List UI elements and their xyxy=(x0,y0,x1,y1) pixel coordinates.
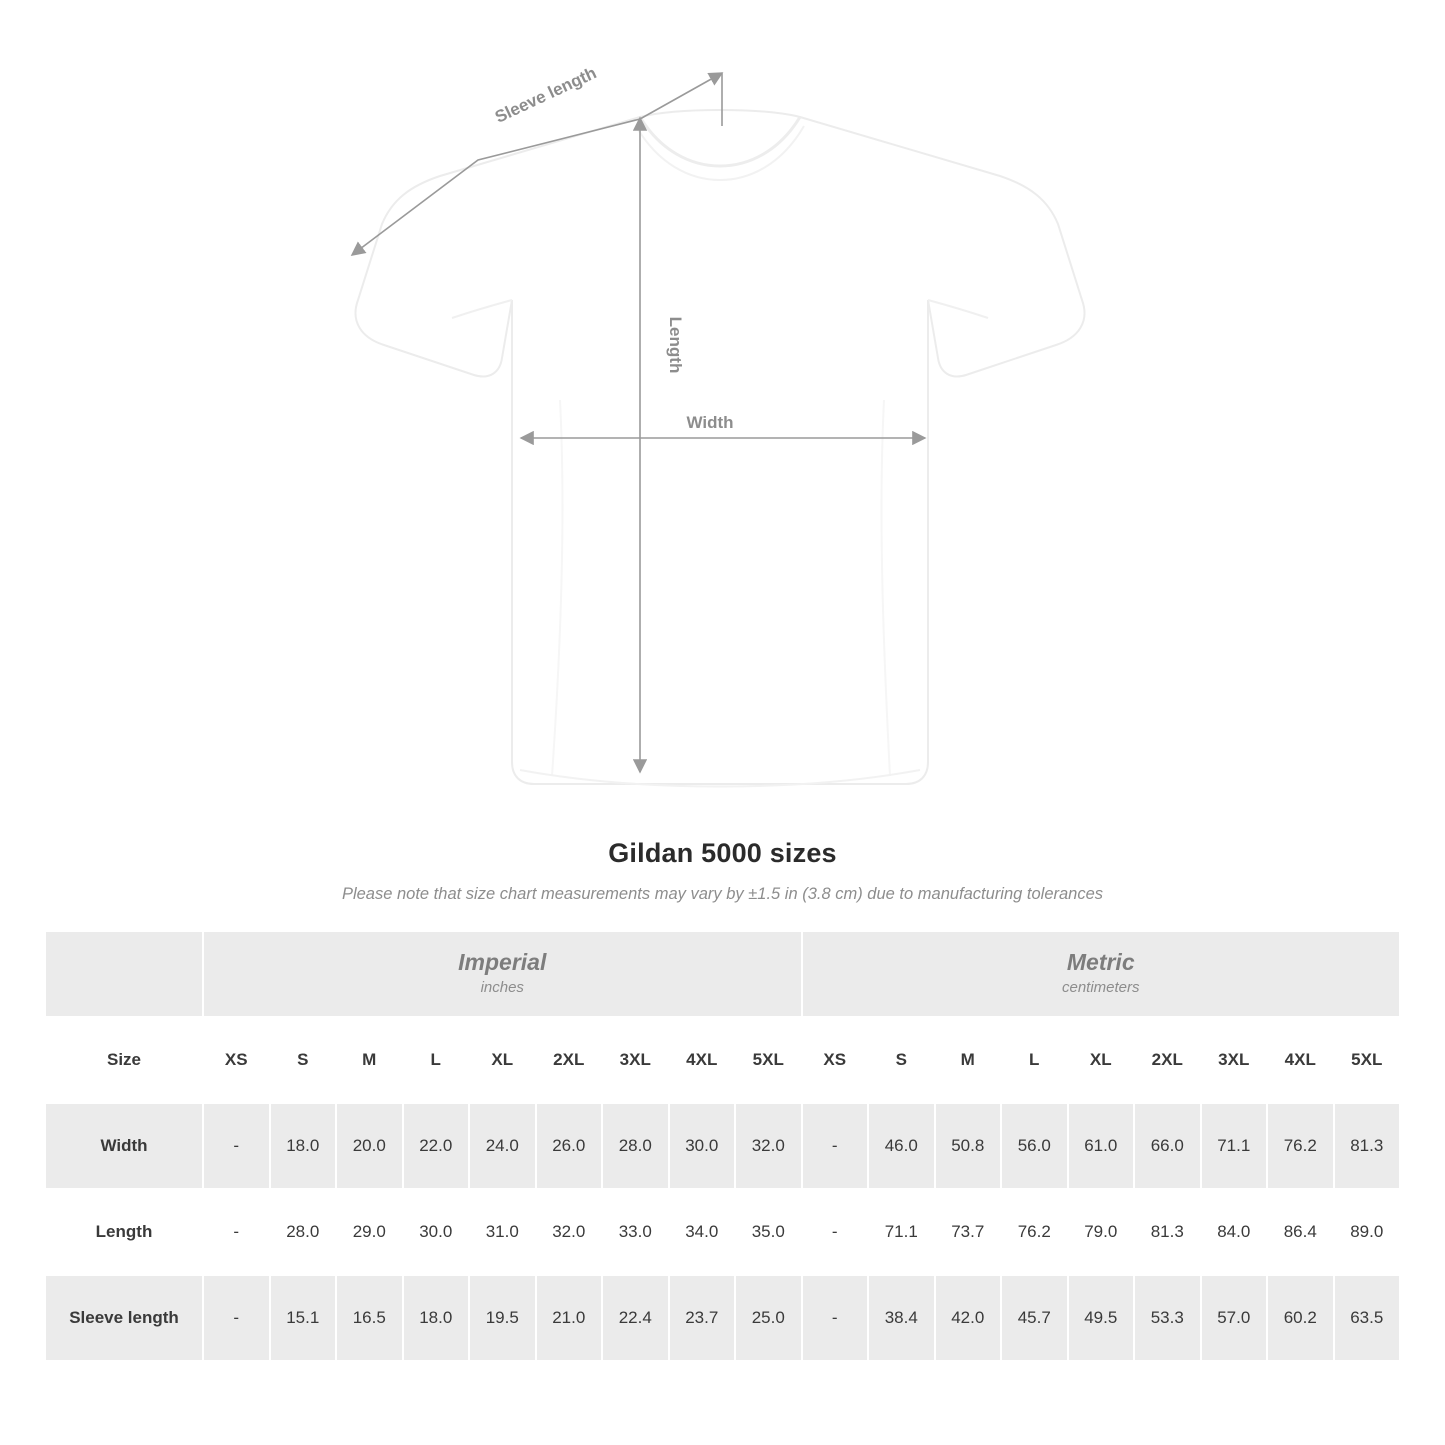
cell-width-metric-3xl: 71.1 xyxy=(1201,1103,1268,1189)
size-col-metric-5xl: 5XL xyxy=(1334,1017,1401,1103)
cell-width-metric-m: 50.8 xyxy=(935,1103,1002,1189)
cell-sleeve-metric-2xl: 53.3 xyxy=(1134,1275,1201,1361)
cell-length-metric-m: 73.7 xyxy=(935,1189,1002,1275)
cell-length-imperial-s: 28.0 xyxy=(270,1189,337,1275)
size-header-label: Size xyxy=(45,1017,203,1103)
size-col-metric-xs: XS xyxy=(802,1017,869,1103)
cell-width-metric-l: 56.0 xyxy=(1001,1103,1068,1189)
chart-note: Please note that size chart measurements may vary by ±1.5 in (3.8 cm) due to manufacturing tolerances xyxy=(341,885,1104,903)
cell-sleeve-imperial-3xl: 22.4 xyxy=(602,1275,669,1361)
cell-length-imperial-2xl: 32.0 xyxy=(536,1189,603,1275)
size-col-metric-4xl: 4XL xyxy=(1267,1017,1334,1103)
cell-width-metric-2xl: 66.0 xyxy=(1134,1103,1201,1189)
cell-sleeve-metric-xl: 49.5 xyxy=(1068,1275,1135,1361)
sleeve-length-label: Sleeve length xyxy=(491,63,600,127)
cell-length-imperial-5xl: 35.0 xyxy=(735,1189,802,1275)
unit-name-imperial: Imperial xyxy=(458,948,547,975)
cell-width-imperial-s: 18.0 xyxy=(270,1103,337,1189)
cell-length-metric-xs: - xyxy=(802,1189,869,1275)
cell-sleeve-imperial-xs: - xyxy=(203,1275,270,1361)
cell-width-metric-5xl: 81.3 xyxy=(1334,1103,1401,1189)
unit-header-metric xyxy=(802,931,1401,1017)
size-table xyxy=(44,930,1401,1362)
unit-name-metric: Metric xyxy=(1066,948,1135,975)
size-table-wrapper xyxy=(0,930,1445,1362)
cell-length-metric-4xl: 86.4 xyxy=(1267,1189,1334,1275)
cell-sleeve-metric-xs: - xyxy=(802,1275,869,1361)
cell-sleeve-metric-l: 45.7 xyxy=(1001,1275,1068,1361)
cell-width-metric-s: 46.0 xyxy=(868,1103,935,1189)
size-col-imperial-2xl: 2XL xyxy=(536,1017,603,1103)
size-col-imperial-3xl: 3XL xyxy=(602,1017,669,1103)
cell-sleeve-imperial-s: 15.1 xyxy=(270,1275,337,1361)
row-label-length: Length xyxy=(45,1189,203,1275)
cell-sleeve-imperial-4xl: 23.7 xyxy=(669,1275,736,1361)
row-label-width: Width xyxy=(45,1103,203,1189)
cell-width-imperial-m: 20.0 xyxy=(336,1103,403,1189)
cell-width-imperial-xl: 24.0 xyxy=(469,1103,536,1189)
size-col-metric-m: M xyxy=(935,1017,1002,1103)
size-col-metric-3xl: 3XL xyxy=(1201,1017,1268,1103)
cell-length-imperial-l: 30.0 xyxy=(403,1189,470,1275)
size-col-imperial-5xl: 5XL xyxy=(735,1017,802,1103)
cell-sleeve-imperial-m: 16.5 xyxy=(336,1275,403,1361)
cell-sleeve-imperial-l: 18.0 xyxy=(403,1275,470,1361)
table-row xyxy=(45,1103,1400,1189)
cell-length-metric-3xl: 84.0 xyxy=(1201,1189,1268,1275)
unit-header-spacer xyxy=(45,931,203,1017)
cell-length-imperial-m: 29.0 xyxy=(336,1189,403,1275)
size-col-metric-2xl: 2XL xyxy=(1134,1017,1201,1103)
cell-sleeve-metric-4xl: 60.2 xyxy=(1267,1275,1334,1361)
size-col-metric-l: L xyxy=(1001,1017,1068,1103)
chart-title: Gildan 5000 sizes xyxy=(608,838,837,868)
table-row xyxy=(45,1189,1400,1275)
size-col-imperial-l: L xyxy=(403,1017,470,1103)
cell-width-imperial-l: 22.0 xyxy=(403,1103,470,1189)
cell-width-imperial-2xl: 26.0 xyxy=(536,1103,603,1189)
unit-sub-metric: centimeters xyxy=(1061,979,1140,997)
title-block xyxy=(0,838,1445,904)
size-col-imperial-xs: XS xyxy=(203,1017,270,1103)
cell-sleeve-imperial-2xl: 21.0 xyxy=(536,1275,603,1361)
cell-sleeve-metric-s: 38.4 xyxy=(868,1275,935,1361)
length-label: Length xyxy=(666,316,685,374)
size-col-imperial-4xl: 4XL xyxy=(669,1017,736,1103)
row-label-sleeve-length: Sleeve length xyxy=(45,1275,203,1361)
size-col-imperial-s: S xyxy=(270,1017,337,1103)
cell-length-metric-5xl: 89.0 xyxy=(1334,1189,1401,1275)
cell-length-imperial-xl: 31.0 xyxy=(469,1189,536,1275)
unit-sub-imperial: inches xyxy=(480,979,524,997)
cell-length-metric-l: 76.2 xyxy=(1001,1189,1068,1275)
cell-width-imperial-4xl: 30.0 xyxy=(669,1103,736,1189)
width-label: Width xyxy=(686,413,734,432)
table-row xyxy=(45,1275,1400,1361)
unit-header-row xyxy=(45,931,1400,1017)
size-header-row xyxy=(45,1017,1400,1103)
cell-sleeve-metric-m: 42.0 xyxy=(935,1275,1002,1361)
cell-sleeve-imperial-5xl: 25.0 xyxy=(735,1275,802,1361)
size-col-imperial-xl: XL xyxy=(469,1017,536,1103)
cell-width-imperial-3xl: 28.0 xyxy=(602,1103,669,1189)
cell-length-imperial-3xl: 33.0 xyxy=(602,1189,669,1275)
cell-sleeve-metric-5xl: 63.5 xyxy=(1334,1275,1401,1361)
cell-length-metric-xl: 79.0 xyxy=(1068,1189,1135,1275)
cell-length-metric-s: 71.1 xyxy=(868,1189,935,1275)
size-col-metric-xl: XL xyxy=(1068,1017,1135,1103)
size-col-metric-s: S xyxy=(868,1017,935,1103)
cell-length-imperial-4xl: 34.0 xyxy=(669,1189,736,1275)
cell-length-imperial-xs: - xyxy=(203,1189,270,1275)
cell-width-metric-4xl: 76.2 xyxy=(1267,1103,1334,1189)
tshirt-shape xyxy=(356,110,1085,787)
cell-width-imperial-xs: - xyxy=(203,1103,270,1189)
cell-length-metric-2xl: 81.3 xyxy=(1134,1189,1201,1275)
cell-width-metric-xl: 61.0 xyxy=(1068,1103,1135,1189)
cell-width-imperial-5xl: 32.0 xyxy=(735,1103,802,1189)
cell-sleeve-imperial-xl: 19.5 xyxy=(469,1275,536,1361)
size-col-imperial-m: M xyxy=(336,1017,403,1103)
unit-header-imperial xyxy=(203,931,802,1017)
cell-sleeve-metric-3xl: 57.0 xyxy=(1201,1275,1268,1361)
cell-width-metric-xs: - xyxy=(802,1103,869,1189)
